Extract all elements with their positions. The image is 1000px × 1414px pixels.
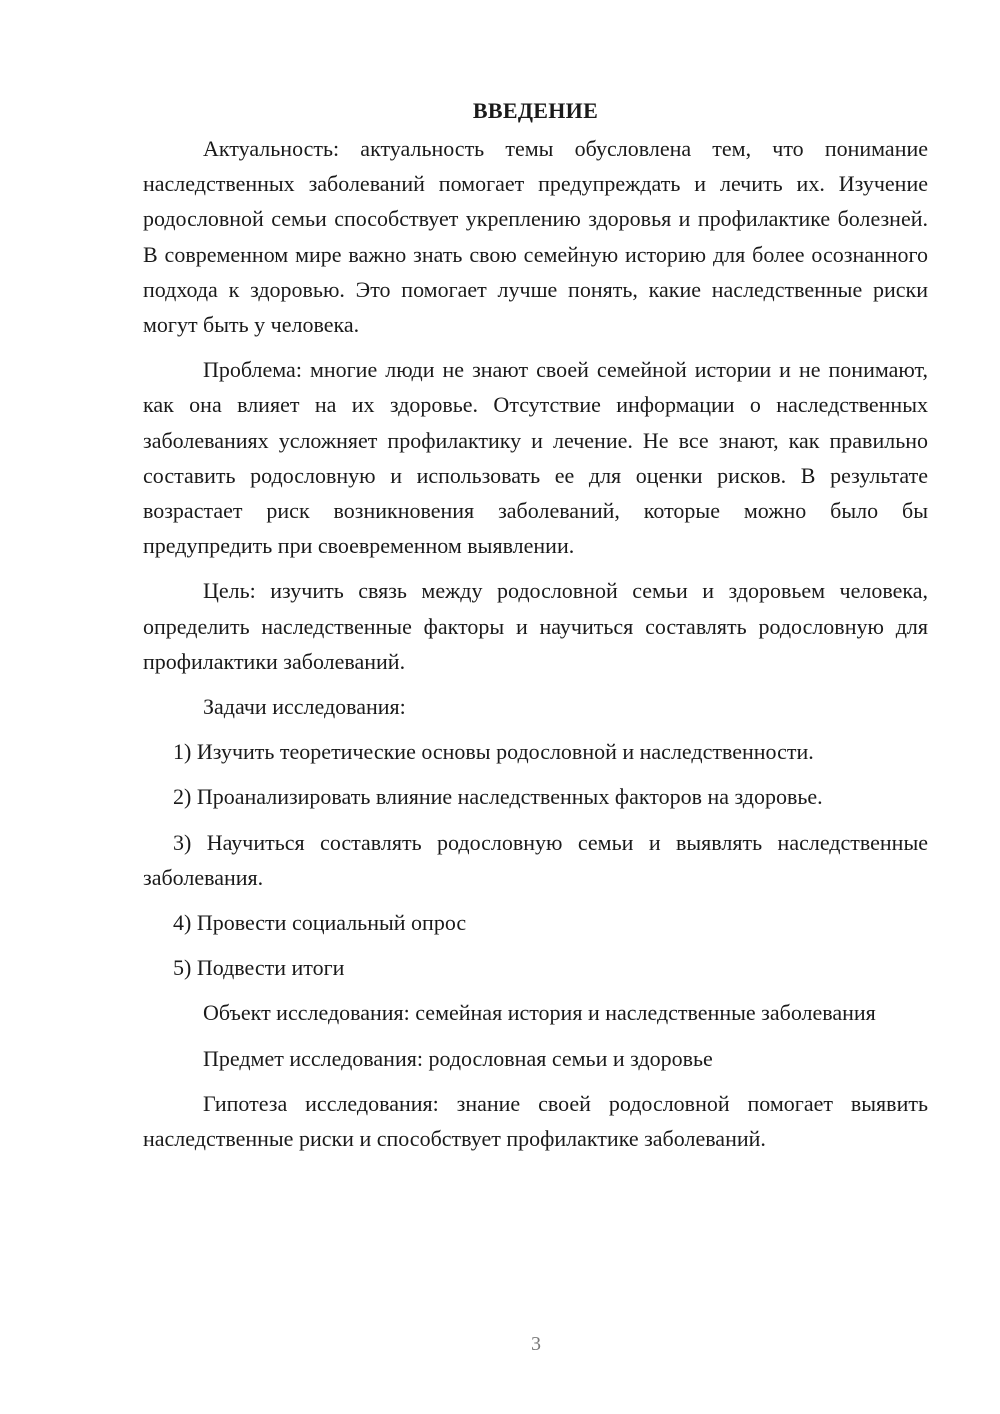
paragraph-subject: Предмет исследования: родословная семьи и здоровье [203,1045,713,1071]
page-number: 3 [531,1333,541,1355]
paragraph-hypothesis: Гипотеза исследования: знание своей родословной помогает выявить наследственные риски и способствует профилактике заболеваний. [143,1090,928,1152]
tasks-heading: Задачи исследования: [203,694,406,720]
paragraph-problem: Проблема: многие люди не знают своей семейной истории и не понимают, как она влияет на их здоровье. Отсутствие информации о наследственных заболеваниях усложняет профилактику и лечение. Не все знают, как правильно составить родословную и использовать ее для оценки рисков. В результате возрастает риск возникновения заболеваний, которые можно было бы предупредить при своевременном выявлении. [143,357,928,559]
document-page [143,93,928,1166]
section-title: ВВЕДЕНИЕ [472,98,599,123]
paragraph-relevance: Актуальность: актуальность темы обусловлена тем, что понимание наследственных заболеваний помогает предупреждать и лечить их. Изучение родословной семьи способствует укреплению здоровья и профилактике болезней. В современном мире важно знать свою семейную историю для более осознанного подхода к здоровью. Это помогает лучше понять, какие наследственные риски могут быть у человека. [143,136,928,338]
task-item-2: 2) Проанализировать влияние наследственных факторов на здоровье. [173,784,823,810]
task-item-5: 5) Подвести итоги [173,955,345,981]
task-item-4: 4) Провести социальный опрос [173,910,467,936]
task-item-3: 3) Научиться составлять родословную семьи и выявлять наследственные заболевания. [143,829,928,890]
paragraph-goal: Цель: изучить связь между родословной семьи и здоровьем человека, определить наследственные факторы и научиться составлять родословную для профилактики заболеваний. [143,578,928,674]
task-item-1: 1) Изучить теоретические основы родословной и наследственности. [173,739,814,765]
paragraph-object: Объект исследования: семейная история и наследственные заболевания [203,1000,876,1026]
